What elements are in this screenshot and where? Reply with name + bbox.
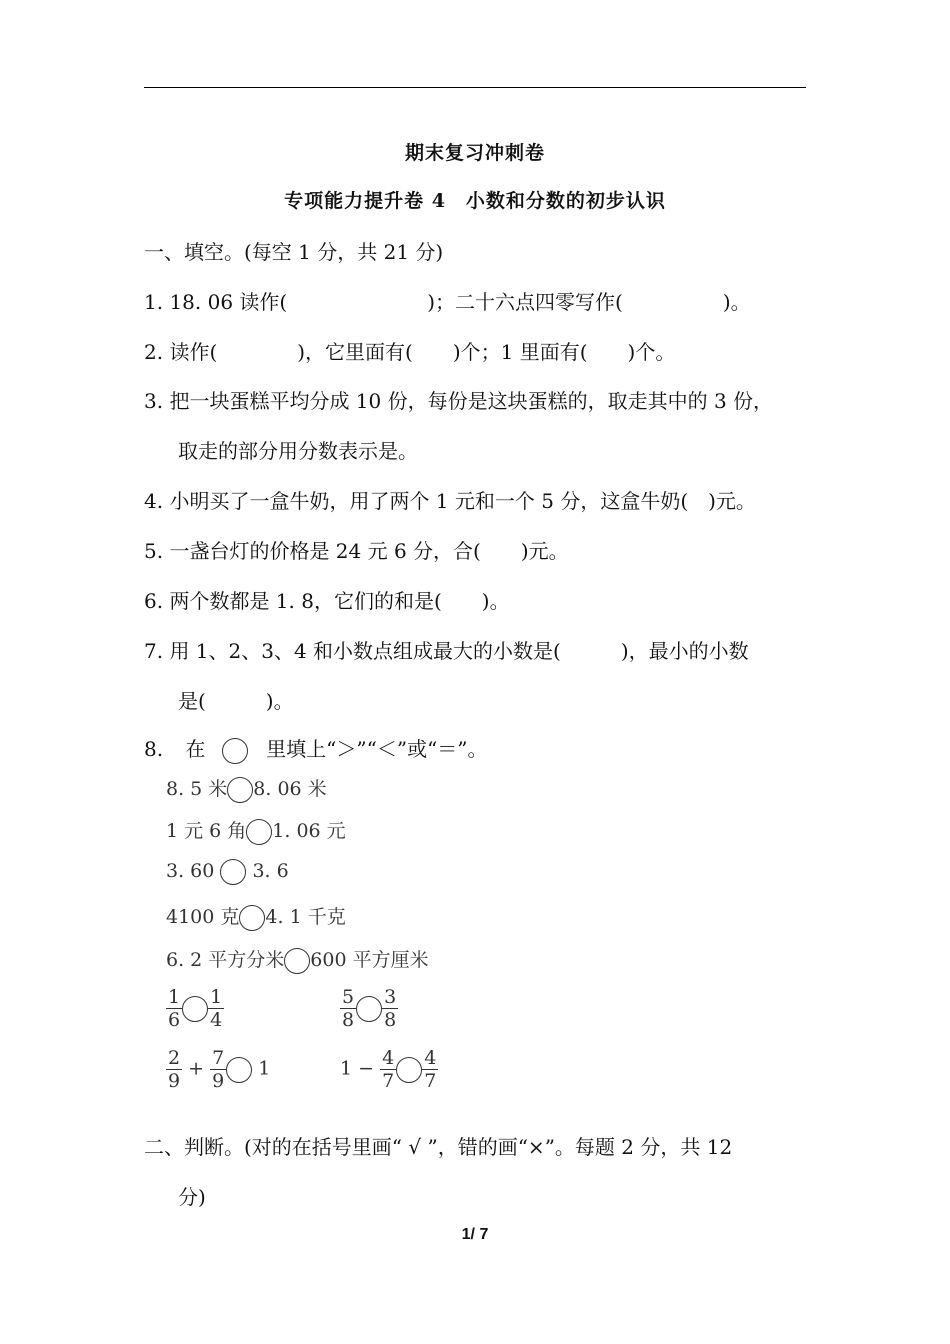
question-6: 6. 两个数都是 1. 8，它们的和是( )。 [144, 589, 510, 613]
fraction: $\frac{4}{7}$ [382, 1047, 395, 1092]
compare-right: 1. 06 元 [272, 820, 346, 842]
compare-right: 600 平方厘米 [310, 949, 429, 971]
question-7-line2: 是( )。 [178, 689, 294, 713]
fraction: $\frac{7}{9}$ [212, 1047, 225, 1092]
answer-circle-icon[interactable] [182, 996, 208, 1022]
question-2: 2. 读作( )，它里面有( )个；1 里面有( )个。 [144, 340, 676, 364]
section2-heading-line2: 分) [178, 1185, 206, 1209]
answer-circle-icon[interactable] [227, 777, 253, 803]
answer-circle-icon[interactable] [226, 1057, 252, 1083]
compare-left: 4100 克 [166, 906, 240, 928]
answer-circle-icon[interactable] [284, 948, 310, 974]
answer-circle-icon[interactable] [220, 859, 246, 885]
answer-circle-icon[interactable] [396, 1057, 422, 1083]
top-rule [144, 87, 806, 88]
fraction: $\frac{1}{4}$ [210, 986, 223, 1031]
fraction: $\frac{2}{9}$ [168, 1047, 181, 1092]
compare-left: 1 − [340, 1057, 375, 1080]
compare-right: 4. 1 千克 [265, 906, 346, 928]
question-5: 5. 一盏台灯的价格是 24 元 6 分，合( )元。 [144, 539, 569, 563]
fraction: $\frac{5}{8}$ [342, 986, 355, 1031]
compare-item-5 [166, 945, 429, 974]
fraction: $\frac{3}{8}$ [384, 986, 397, 1031]
answer-circle-icon[interactable] [246, 819, 272, 845]
page-subtitle: 专项能力提升卷 4 小数和分数的初步认识 [284, 190, 666, 212]
compare-right: 8. 06 米 [253, 778, 327, 800]
fraction-compare-b [340, 986, 398, 1031]
fraction: $\frac{4}{7}$ [424, 1047, 437, 1092]
fraction: $\frac{1}{6}$ [168, 986, 181, 1031]
compare-item-4 [166, 902, 346, 931]
question-8-post: 里填上“＞”“＜”或“＝”。 [266, 737, 488, 761]
question-1: 1. 18. 06 读作( )；二十六点四零写作( )。 [144, 290, 751, 314]
section1-heading: 一、填空。(每空 1 分，共 21 分) [144, 240, 444, 264]
compare-item-1 [166, 774, 327, 803]
compare-left: 6. 2 平方分米 [166, 949, 285, 971]
answer-circle-icon[interactable] [356, 996, 382, 1022]
question-8 [144, 733, 488, 764]
question-7-line1: 7. 用 1、2、3、4 和小数点组成最大的小数是( )，最小的小数 [144, 639, 749, 663]
plus-sign: + [188, 1057, 205, 1080]
compare-right: 3. 6 [252, 860, 289, 882]
compare-item-2 [166, 816, 346, 845]
compare-left: 3. 60 [166, 860, 215, 882]
question-8-number: 8. [144, 737, 164, 761]
question-3-line1: 3. 把一块蛋糕平均分成 10 份，每份是这块蛋糕的，取走其中的 3 份， [144, 389, 774, 413]
compare-item-3 [166, 859, 289, 885]
page-number: 1/ 7 [461, 1226, 489, 1243]
compare-left: 1 元 6 角 [166, 820, 247, 842]
section2-heading-line1: 二、判断。(对的在括号里画“ √ ”，错的画“×”。每题 2 分，共 12 [144, 1135, 733, 1159]
fraction-compare-a [166, 986, 224, 1031]
page-title: 期末复习冲刺卷 [404, 142, 545, 164]
fraction-compare-d [340, 1047, 438, 1092]
compare-right: 1 [258, 1057, 271, 1080]
compare-left: 8. 5 米 [166, 778, 228, 800]
answer-circle-icon[interactable] [239, 905, 265, 931]
question-3-line2: 取走的部分用分数表示是。 [178, 439, 418, 463]
fraction-compare-c [166, 1047, 270, 1092]
question-4: 4. 小明买了一盒牛奶，用了两个 1 元和一个 5 分，这盒牛奶( )元。 [144, 489, 756, 513]
compare-circle-icon [222, 738, 248, 764]
question-8-pre: 在 [185, 737, 206, 761]
